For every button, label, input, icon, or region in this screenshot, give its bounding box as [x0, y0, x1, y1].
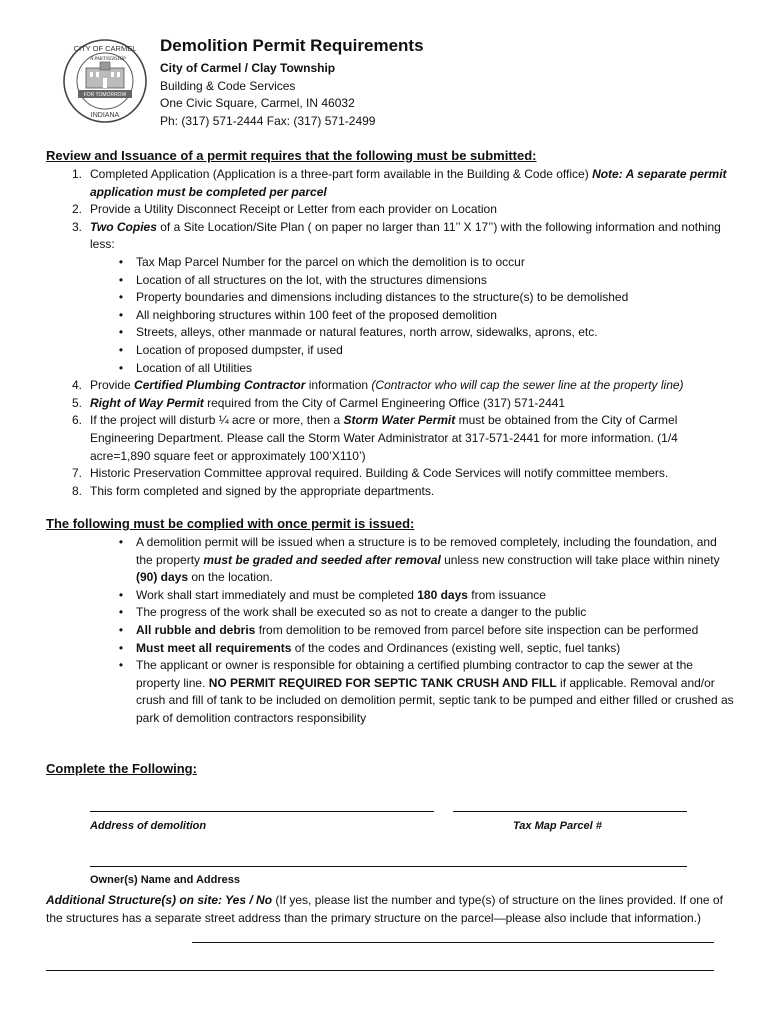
header-phone-fax: Ph: (317) 571-2444 Fax: (317) 571-2499	[160, 113, 376, 128]
list-item: 7. Historic Preservation Committee approval required. Building & Code Services will notify committee members.	[71, 466, 669, 481]
compliance-bullet: • A demolition permit will be issued when a structure is to be removed completely, including the foundation, and the property must be graded and seeded after removal unless new construction will take place within ninety (90) days on the location.	[118, 535, 720, 585]
section-complete-heading: Complete the Following:	[46, 761, 197, 776]
list-item: 1. Completed Application (Application is a three-part form available in the Building & Code office) Note: A separate permit application must be completed per parcel	[71, 167, 727, 199]
address-line[interactable]	[90, 811, 434, 812]
submittal-requirements-list	[46, 166, 736, 500]
site-plan-bullet: • Location of all structures on the lot, with the structures dimensions	[118, 272, 487, 287]
compliance-bullet: • The progress of the work shall be executed so as not to create a danger to the public	[118, 605, 587, 620]
site-plan-bullet: • All neighboring structures within 100 feet of the proposed demolition	[118, 307, 497, 322]
city-seal-logo	[62, 38, 148, 124]
header-address: One Civic Square, Carmel, IN 46032	[160, 96, 355, 110]
seal-top-text: CITY OF CARMEL	[73, 44, 137, 53]
section-submittal-heading: Review and Issuance of a permit requires that the following must be submitted:	[46, 148, 537, 163]
list-item: 3. Two Copies of a Site Location/Site Plan ( on paper no larger than 11’’ X 17’’) with the following information and nothing less:	[71, 219, 721, 252]
owner-line[interactable]	[90, 866, 687, 867]
list-item: 6. If the project will disturb ¼ acre or more, then a Storm Water Permit must be obtained from the City of Carmel Engineering Department. Please call the Storm Water Administrator at 317-571-2441 for more information. (1/4 acre=1,890 square feet or approximately 100’X110’)	[71, 413, 678, 463]
list-item: 4. Provide Certified Plumbing Contractor information (Contractor who will cap the sewer line at the property line)	[71, 378, 684, 393]
site-plan-bullet: • Property boundaries and dimensions including distances to the structure(s) to be demolished	[118, 290, 629, 305]
compliance-list	[46, 534, 736, 728]
address-label: Address of demolition	[90, 820, 207, 832]
compliance-bullet: • All rubble and debris from demolition to be removed from parcel before site inspection can be performed	[118, 622, 699, 637]
list-item: 2. Provide a Utility Disconnect Receipt or Letter from each provider on Location	[71, 202, 497, 217]
parcel-label: Tax Map Parcel #	[513, 820, 602, 832]
additional-structures-text: Additional Structure(s) on site: Yes / No (If yes, please list the number and type(s) of structure on the lines provided. If one of the structures has a separate street address than the primary structure on the parcel—please also include that information.)	[46, 893, 723, 925]
additional-line-2[interactable]	[46, 970, 714, 971]
document-header	[160, 36, 424, 130]
site-plan-bullet: • Tax Map Parcel Number for the parcel on which the demolition is to occur	[118, 254, 525, 269]
header-department: Building & Code Services	[160, 78, 296, 93]
page-title: Demolition Permit Requirements	[160, 36, 424, 55]
seal-band-text: FOR TOMORROW	[83, 92, 127, 98]
compliance-bullet: • Work shall start immediately and must be completed 180 days from issuance	[118, 587, 546, 602]
owner-label: Owner(s) Name and Address	[90, 874, 240, 886]
list-item: 5. Right of Way Permit required from the City of Carmel Engineering Office (317) 571-2441	[71, 395, 566, 410]
list-item: 8. This form completed and signed by the appropriate departments.	[71, 483, 435, 498]
site-plan-bullet: • Streets, alleys, other manmade or natural features, north arrow, sidewalks, aprons, etc.	[118, 325, 598, 340]
seal-bottom-text: INDIANA	[90, 112, 120, 119]
header-office: City of Carmel / Clay Township	[160, 61, 336, 75]
site-plan-bullet: • Location of proposed dumpster, if used	[118, 342, 343, 357]
section-compliance-heading: The following must be complied with once permit is issued:	[46, 516, 415, 531]
site-plan-bullet: • Location of all Utilities	[118, 360, 253, 375]
parcel-line[interactable]	[453, 811, 687, 812]
compliance-bullet: • The applicant or owner is responsible for obtaining a certified plumbing contractor to cap the sewer at the property line. NO PERMIT REQUIRED FOR SEPTIC TANK CRUSH AND FILL if applicable. Removal and/or crush and fill of tank to be included on demolition permit, septic tank to be pumped and either filled or crushed as park of demolition contractors responsibility	[118, 658, 734, 725]
seal-arc-text: A PARTNERSHIP	[90, 57, 126, 62]
compliance-bullet: • Must meet all requirements of the codes and Ordinances (existing well, septic, fuel tanks)	[118, 640, 621, 655]
additional-line-1[interactable]	[192, 942, 714, 943]
